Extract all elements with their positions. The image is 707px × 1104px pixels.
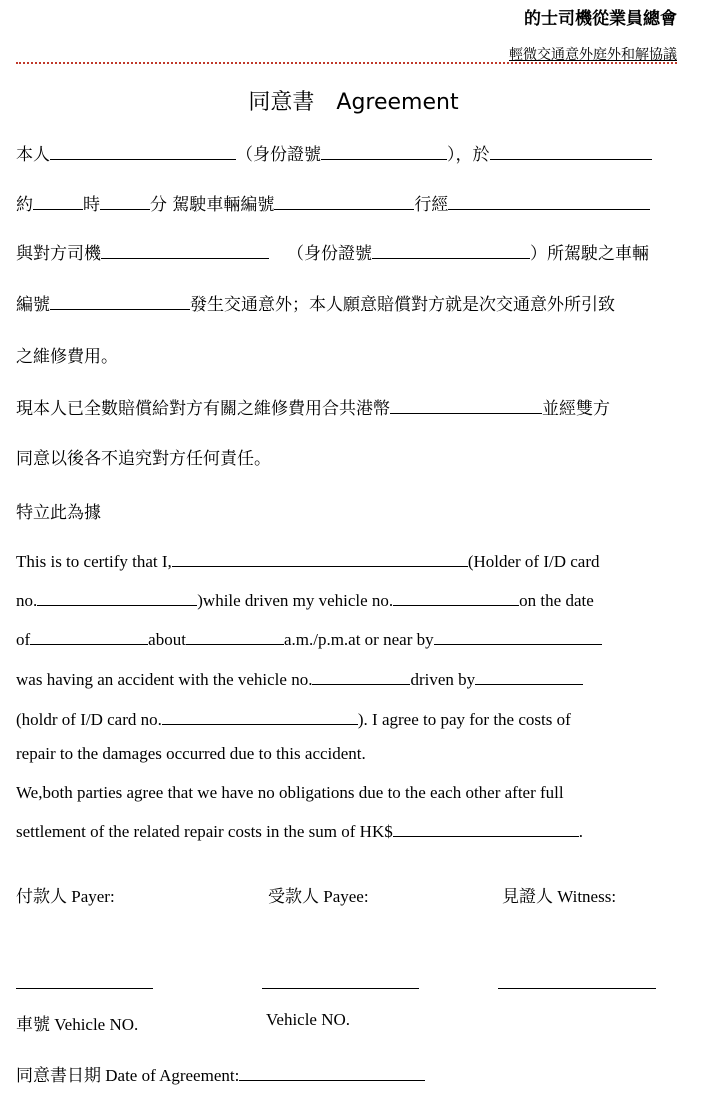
en-text: on the date [519, 591, 594, 610]
other-driver-blank[interactable] [101, 241, 269, 259]
en-text: was having an accident with the vehicle no. [16, 670, 313, 689]
agreement-subtitle: 輕微交通意外庭外和解協議 [509, 47, 677, 63]
payer-label: 付款人 Payer: [16, 887, 115, 906]
agreement-date-label: 同意書日期 Date of Agreement: [16, 1066, 240, 1085]
zh-text: 分 駕駛車輛編號 [150, 195, 275, 215]
en-text: driven by [410, 670, 476, 689]
zh-text: 與對方司機 [16, 244, 101, 264]
en-text: about [148, 630, 186, 649]
payee-vehicle-label: Vehicle NO. [266, 1010, 351, 1029]
payer-vehicle-label: 車號 Vehicle NO. [16, 1015, 139, 1034]
payer-signature-line[interactable] [16, 988, 153, 989]
zh-line-4 [16, 290, 615, 315]
witness-label: 見證人 Witness: [502, 887, 617, 906]
en-time-blank[interactable] [186, 627, 284, 645]
hour-blank[interactable] [33, 192, 83, 210]
zh-text: 現本人已全數賠償給對方有關之維修費用合共港幣 [16, 399, 390, 419]
minute-blank[interactable] [100, 192, 150, 210]
en-line-6: repair to the damages occurred due to this accident. [16, 744, 366, 763]
zh-line-5: 之維修費用。 [16, 347, 118, 367]
organization-name: 的士司機從業員總會 [524, 9, 677, 29]
zh-line-1 [16, 140, 652, 165]
agreement-date-line [16, 1061, 425, 1086]
agreement-date-blank[interactable] [239, 1063, 425, 1081]
en-line-1 [16, 549, 600, 572]
zh-text: 發生交通意外；本人願意賠償對方就是次交通意外所引致 [190, 295, 615, 315]
zh-line-7: 同意以後各不追究對方任何責任。 [16, 449, 271, 469]
zh-text: 行經 [414, 195, 449, 215]
en-text: settlement of the related repair costs in the sum of HK$ [16, 822, 393, 841]
other-vehicle-blank[interactable] [50, 292, 190, 310]
zh-text: 編號 [16, 295, 50, 315]
zh-text: （身份證號 [287, 244, 372, 264]
en-vehicle-blank[interactable] [393, 588, 519, 606]
en-other-driver-blank[interactable] [475, 667, 583, 685]
zh-text: 本人 [16, 145, 50, 165]
en-text: no. [16, 591, 38, 610]
zh-text: ）所駕駛之車輛 [530, 244, 649, 264]
en-text: a.m./p.m.at or near by [283, 630, 434, 649]
amount-blank[interactable] [390, 396, 542, 414]
en-date-blank[interactable] [30, 627, 148, 645]
payee-signature-line[interactable] [262, 988, 419, 989]
en-id-blank[interactable] [37, 588, 197, 606]
en-other-id-blank[interactable] [162, 707, 358, 725]
vehicle-number-blank[interactable] [274, 192, 414, 210]
zh-text: 約 [16, 195, 33, 215]
en-text: (Holder of I/D card [467, 552, 600, 571]
date-blank[interactable] [490, 142, 652, 160]
en-line-3 [16, 627, 602, 650]
zh-line-8: 特立此為據 [16, 503, 101, 523]
name-blank[interactable] [50, 142, 236, 160]
en-line-8 [16, 819, 583, 842]
en-line-4 [16, 667, 583, 690]
en-name-blank[interactable] [172, 549, 468, 567]
page-title: 同意書 Agreement [248, 90, 459, 115]
en-other-vehicle-blank[interactable] [312, 667, 410, 685]
zh-line-6 [16, 394, 610, 419]
en-line-5 [16, 707, 571, 730]
zh-text: 時 [83, 195, 100, 215]
zh-line-2 [16, 190, 650, 215]
en-location-blank[interactable] [434, 627, 602, 645]
zh-text: （身份證號 [236, 145, 321, 165]
en-text: This is to certify that I, [16, 552, 172, 571]
en-text: ). I agree to pay for the costs of [357, 710, 571, 729]
zh-line-3 [16, 239, 649, 264]
en-text: . [578, 822, 583, 841]
id-number-blank[interactable] [321, 142, 447, 160]
payee-label: 受款人 Payee: [268, 887, 369, 906]
en-amount-blank[interactable] [393, 819, 579, 837]
en-text: of [16, 630, 31, 649]
other-id-number-blank[interactable] [372, 241, 530, 259]
zh-text: ），於 [447, 145, 490, 165]
header-divider [16, 62, 677, 64]
en-text: )while driven my vehicle no. [197, 591, 394, 610]
en-line-7: We,both parties agree that we have no obligations due to the each other after full [16, 783, 564, 802]
en-line-2 [16, 588, 594, 611]
witness-signature-line[interactable] [498, 988, 656, 989]
zh-text: 並經雙方 [542, 399, 610, 419]
location-blank[interactable] [448, 192, 650, 210]
en-text: (holdr of I/D card no. [16, 710, 162, 729]
